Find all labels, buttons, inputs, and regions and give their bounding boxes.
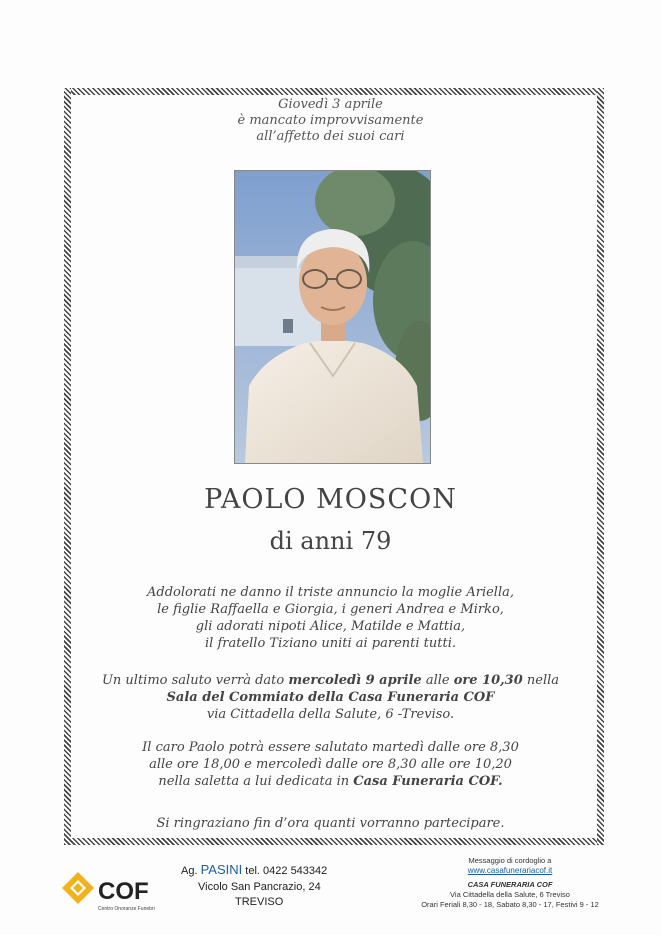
funeral-day: mercoledì 9 aprile — [288, 673, 422, 688]
cof-logo-text: COF — [98, 878, 149, 905]
visit-line: alle ore 18,00 e mercoledì dalle ore 8,30 alle ore 10,20 — [149, 757, 512, 772]
funeral-pre: Un ultimo saluto verrà dato — [101, 673, 289, 688]
agency-city: TREVISO — [235, 896, 284, 908]
border-right — [597, 88, 604, 845]
announcement-line: le figlie Raffaella e Giorgia, i generi Andrea e Mirko, — [157, 602, 504, 617]
announcement-paragraph — [0, 584, 661, 652]
portrait-photo — [234, 170, 431, 464]
visit-paragraph — [0, 739, 661, 790]
visit-line: Il caro Paolo potrà essere salutato martedì dalle ore 8,30 — [142, 740, 519, 755]
announcement-line: gli adorati nipoti Alice, Matilde e Mattia, — [195, 619, 466, 634]
agency-line — [181, 863, 327, 878]
agency-tel: tel. 0422 543342 — [242, 865, 328, 877]
funeral-place — [0, 689, 661, 706]
condolence-info — [410, 856, 610, 910]
visit-line3-pre: nella saletta a lui dedicata in — [158, 774, 354, 789]
funeral-address: via Cittadella della Salute, 6 -Treviso. — [206, 707, 455, 722]
thanks-text: Si ringraziano fin d’ora quanti vorranno partecipare. — [156, 816, 505, 831]
footer — [0, 850, 661, 935]
funeral-place-text: Sala del Commiato della Casa Funeraria COF — [166, 690, 495, 705]
agency-info — [181, 862, 328, 908]
cof-logo-subtitle: Centro Onoranze Funebri — [98, 906, 155, 912]
condolence-label: Messaggio di cordoglio a — [468, 856, 552, 865]
agency-name: PASINI — [200, 862, 243, 877]
funeral-time: ore 10,30 — [453, 673, 523, 688]
intro-line: è mancato improvvisamente — [237, 113, 424, 128]
intro-line: Giovedì 3 aprile — [278, 97, 383, 112]
funeral-paragraph — [0, 672, 661, 723]
portrait-illustration — [235, 171, 430, 463]
announcement-line: il fratello Tiziano uniti ai parenti tutti. — [205, 636, 456, 651]
cof-logo — [60, 870, 170, 914]
announcement-line: Addolorati ne danno il triste annuncio la moglie Ariella, — [146, 585, 514, 600]
visit-line3-bold: Casa Funeraria COF. — [353, 774, 503, 789]
condolence-link[interactable]: www.casafunerariacof.it — [467, 866, 553, 875]
agency-prefix: Ag. — [181, 865, 201, 877]
funeral-line — [0, 672, 661, 689]
border-bottom — [64, 838, 604, 845]
funeral-post: nella — [522, 673, 560, 688]
funeral-home-hours: Orari Feriali 8,30 - 18, Sabato 8,30 - 17, Festivi 9 - 12 — [421, 900, 599, 909]
funeral-home-address: Via Cittadella della Salute, 6 Treviso — [450, 890, 570, 899]
intro-text — [0, 97, 661, 145]
funeral-mid: alle — [421, 673, 454, 688]
deceased-name: PAOLO MOSCON — [204, 484, 457, 515]
agency-address: Vicolo San Pancrazio, 24 — [198, 881, 321, 893]
deceased-age: di anni 79 — [269, 527, 392, 555]
intro-line: all’affetto dei suoi cari — [256, 129, 405, 144]
funeral-home-name: CASA FUNERARIA COF — [467, 880, 553, 889]
visit-line — [0, 773, 661, 790]
border-left — [64, 88, 71, 845]
border-top — [64, 88, 604, 95]
cof-diamond-icon — [60, 870, 170, 914]
